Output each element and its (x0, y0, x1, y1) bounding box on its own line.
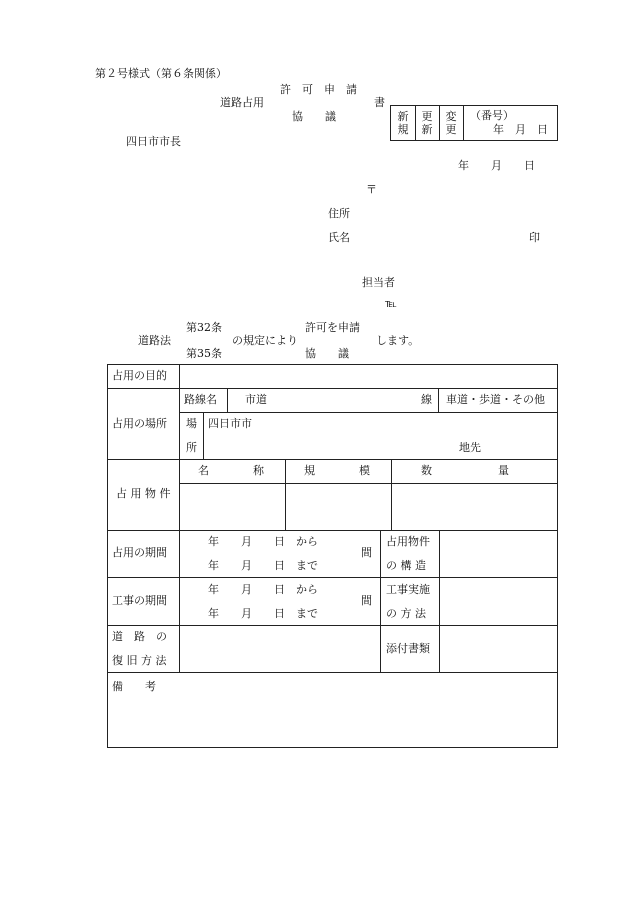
addressee: 四日市市長 (126, 135, 181, 148)
work-aida: 間 (361, 594, 372, 607)
col-scale-header: 規 模 (304, 464, 370, 477)
clause-provision: の規定により (232, 334, 298, 347)
clause-kyoka: 許可を申請 (305, 321, 360, 334)
number-date: 年 月 日 (493, 123, 548, 136)
contact-person-label: 担当者 (362, 276, 395, 289)
place-label: 占用の場所 (112, 417, 167, 430)
title-kyoka: 許 可 申 請 (280, 83, 357, 96)
col-name-header: 名 称 (198, 464, 264, 477)
route-name-label: 路線名 (184, 393, 217, 406)
restore-label-2: 復 旧 方 法 (112, 654, 167, 667)
tel-icon: ℡ (385, 297, 397, 310)
form-number: 第２号様式（第６条関係） (95, 67, 227, 80)
line-label: 線 (421, 393, 432, 406)
title-sho: 書 (374, 96, 385, 109)
structure-label-2: の 構 造 (386, 559, 426, 572)
article-35: 第35条 (186, 347, 222, 360)
road-law: 道路法 (138, 334, 171, 347)
work-from[interactable]: 年 月 日 から (208, 583, 318, 596)
check-renew[interactable]: 更 新 (421, 110, 433, 136)
title-road-occupancy: 道路占用 (220, 96, 264, 109)
method-label-1: 工事実施 (386, 583, 430, 596)
chisaki-label: 地先 (459, 441, 481, 454)
work-period-label: 工事の期間 (112, 594, 167, 607)
clause-end: します。 (376, 334, 420, 347)
period-to[interactable]: 年 月 日 まで (208, 559, 318, 572)
number-label: （番号） (470, 109, 514, 122)
clause-kyogi: 協 議 (305, 347, 349, 360)
place-ba: 場 (186, 417, 197, 430)
remarks-label: 備 考 (112, 680, 156, 693)
method-label-2: の 方 法 (386, 607, 426, 620)
article-32: 第32条 (186, 321, 222, 334)
period-label: 占用の期間 (112, 546, 167, 559)
work-to[interactable]: 年 月 日 まで (208, 607, 318, 620)
structure-label-1: 占用物件 (386, 535, 430, 548)
period-from[interactable]: 年 月 日 から (208, 535, 318, 548)
postal-mark: 〒 (366, 183, 377, 196)
purpose-field[interactable] (184, 369, 554, 385)
road-type-options[interactable]: 車道・歩道・その他 (446, 393, 545, 406)
city-road-label: 市道 (245, 393, 267, 406)
period-aida: 間 (361, 546, 372, 559)
name-label: 氏名 (328, 231, 350, 244)
attachments-label: 添付書類 (386, 642, 430, 655)
place-sho: 所 (186, 441, 197, 454)
address-label: 住所 (328, 207, 350, 220)
col-qty-header: 数 量 (421, 464, 509, 477)
restore-label-1: 道 路 の (112, 630, 167, 643)
seal-mark: 印 (529, 231, 540, 244)
item-label: 占 用 物 件 (116, 487, 171, 500)
title-kyogi: 協 議 (292, 110, 336, 123)
purpose-label: 占用の目的 (112, 369, 167, 382)
check-change[interactable]: 変 更 (445, 110, 457, 136)
check-new[interactable]: 新 規 (397, 110, 409, 136)
remarks-field[interactable] (112, 698, 552, 743)
application-table (107, 364, 558, 748)
city-label: 四日市市 (208, 417, 252, 430)
application-date[interactable]: 年 月 日 (458, 159, 535, 172)
